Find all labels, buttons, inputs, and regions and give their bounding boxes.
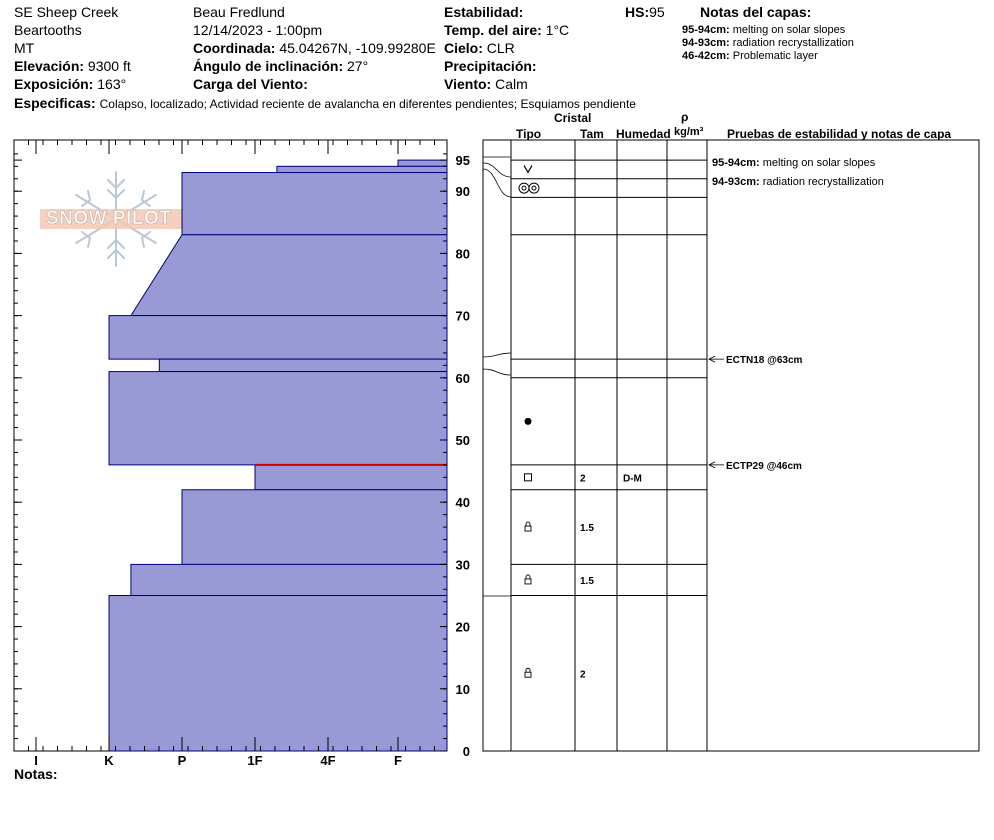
hardness-tick-label: P xyxy=(177,753,187,768)
layer-note-range: 94-93cm: xyxy=(682,37,730,49)
air-temp-label: Temp. del aire: xyxy=(444,22,542,38)
crystal-moisture: D-M xyxy=(623,473,642,485)
crystal-rings-icon xyxy=(532,186,536,190)
col-size-header: Tam xyxy=(580,127,604,141)
layer-note-range: 46-42cm: xyxy=(682,50,730,62)
aspect-label: Exposición: xyxy=(14,76,94,92)
hardness-bar xyxy=(182,490,447,565)
logo-text: SNOW PILOT xyxy=(46,208,172,229)
depth-tick-label: 50 xyxy=(455,433,470,448)
location: SE Sheep Creek xyxy=(14,4,119,20)
crystal-rings-icon xyxy=(522,186,526,190)
layer-test-note-text: radiation recrystallization xyxy=(762,175,884,188)
hardness-bar xyxy=(159,359,447,371)
air-temp-value: 1°C xyxy=(545,22,570,38)
layer-notes-title: Notas del capas: xyxy=(700,4,812,20)
crystal-cup-icon xyxy=(525,579,531,584)
depth-tick-label: 40 xyxy=(455,495,470,511)
coord-value: 45.04267N, -109.99280E xyxy=(279,40,436,56)
crystal-size: 1.5 xyxy=(580,523,594,535)
notes-label: Notas: xyxy=(14,766,58,782)
sky-value: CLR xyxy=(486,40,515,56)
stability-test-label: ECTN18 @63cm xyxy=(726,355,803,367)
depth-tick-label: 95 xyxy=(455,153,470,169)
depth-tick-label: 60 xyxy=(455,370,470,386)
crystal-size: 2 xyxy=(580,669,586,681)
wind-value: Calm xyxy=(495,76,528,92)
hardness-tick-label: 1F xyxy=(247,753,263,768)
slope-value: 27° xyxy=(347,58,369,74)
datetime: 12/14/2023 - 1:00pm xyxy=(193,22,323,38)
range: Beartooths xyxy=(14,22,82,38)
hardness-bar xyxy=(131,564,447,595)
crystal-dot-icon xyxy=(525,418,532,425)
col-type-header: Tipo xyxy=(516,127,542,141)
layer-test-note xyxy=(712,157,876,169)
specifics-value: Colapso, localizado; Actividad reciente de avalancha en diferentes pendientes; Esquiamos pendiente xyxy=(99,97,636,111)
elevation-label: Elevación: xyxy=(14,58,85,74)
elevation-value: 9300 ft xyxy=(87,58,131,74)
hardness-bar xyxy=(398,160,447,166)
hardness-tick-label: K xyxy=(104,753,114,768)
depth-tick-label: 10 xyxy=(455,681,470,697)
slope-label: Ángulo de inclinación: xyxy=(193,58,344,74)
crystal-cup-icon xyxy=(526,522,530,526)
hs-label: HS: xyxy=(625,4,650,20)
crystal-cup-icon xyxy=(526,668,530,672)
aspect-value: 163° xyxy=(97,76,127,92)
layer-connector xyxy=(483,169,511,197)
stability-test-label: ECTP29 @46cm xyxy=(726,460,802,472)
hardness-bar xyxy=(131,235,447,316)
hardness-bar xyxy=(109,372,447,465)
hardness-bar xyxy=(109,316,447,360)
coord-label: Coordinada: xyxy=(193,40,276,56)
depth-tick-label: 70 xyxy=(455,308,470,324)
hardness-tick-label: 4F xyxy=(320,753,336,768)
hardness-bar xyxy=(255,465,447,490)
crystal-cup-icon xyxy=(525,672,531,677)
layer-test-note-text: melting on solar slopes xyxy=(762,157,876,170)
sky-label: Cielo: xyxy=(444,40,483,56)
depth-tick-label: 80 xyxy=(455,246,470,262)
layer-test-note xyxy=(712,176,884,188)
layer-note-text: radiation recrystallization xyxy=(732,37,854,49)
crystal-rings-icon xyxy=(519,183,529,193)
stability-label: Estabilidad: xyxy=(444,4,524,20)
layer-test-note-range: 95-94cm: xyxy=(712,157,763,170)
hardness-bar xyxy=(277,166,447,172)
hardness-bar xyxy=(182,173,447,235)
specifics-label: Especificas: xyxy=(14,95,96,111)
state: MT xyxy=(14,40,35,56)
table-frame xyxy=(483,140,979,751)
layer-connector xyxy=(483,369,511,375)
wind-load-label: Carga del Viento: xyxy=(193,76,308,92)
col-humidity-header: Humedad xyxy=(616,127,671,141)
hardness-tick-label: I xyxy=(34,753,38,768)
depth-tick-label: 30 xyxy=(455,557,470,573)
crystal-cup-icon xyxy=(525,526,531,531)
observer: Beau Fredlund xyxy=(193,4,285,20)
crystal-wedge-icon xyxy=(524,165,532,172)
wind-label: Viento: xyxy=(444,76,492,92)
layer-note-text: melting on solar slopes xyxy=(732,24,846,36)
crystal-rings-icon xyxy=(529,183,539,193)
col-density-symbol: ρ xyxy=(681,110,689,124)
crystal-size: 2 xyxy=(580,473,586,485)
crystal-cup-icon xyxy=(526,575,530,579)
layer-note-range: 95-94cm: xyxy=(682,24,730,36)
depth-tick-label: 90 xyxy=(455,184,470,200)
layer-test-note-range: 94-93cm: xyxy=(712,175,763,188)
depth-tick-label: 20 xyxy=(455,619,470,635)
hardness-bar xyxy=(109,596,447,752)
crystal-square-icon xyxy=(525,474,532,481)
col-crystal-header: Cristal xyxy=(554,111,592,125)
col-density-unit: kg/m³ xyxy=(674,126,704,138)
precip-label: Precipitación: xyxy=(444,58,537,74)
layer-note-text: Problematic layer xyxy=(732,50,818,62)
depth-tick-label: 0 xyxy=(462,744,470,759)
layer-connector xyxy=(483,353,511,357)
hardness-tick-label: F xyxy=(394,753,402,768)
hs-value: 95 xyxy=(649,4,665,20)
col-tests-header: Pruebas de estabilidad y notas de capa xyxy=(727,127,952,141)
crystal-size: 1.5 xyxy=(580,575,594,587)
